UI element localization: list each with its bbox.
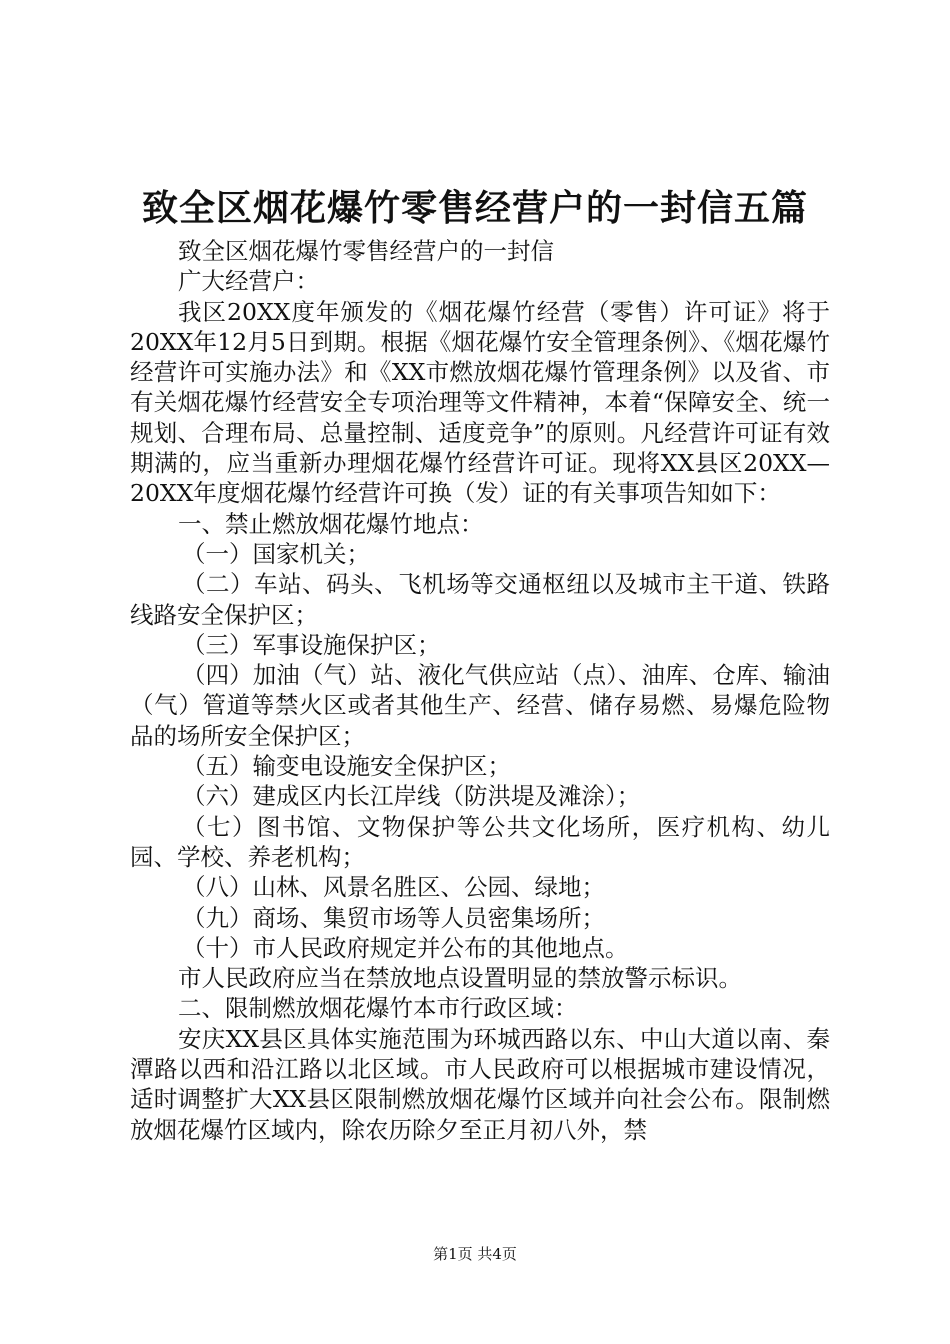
document-body — [130, 236, 830, 1145]
salutation: 广大经营户： — [178, 267, 319, 296]
list-item: （六）建成区内长江岸线（防洪堤及滩涂）； — [182, 782, 641, 811]
document-title: 致全区烟花爆竹零售经营户的一封信五篇 — [141, 187, 808, 229]
notice-paragraph: 市人民政府应当在禁放地点设置明显的禁放警示标识。 — [178, 964, 742, 993]
list-item: （八）山林、风景名胜区、公园、绿地； — [182, 873, 605, 902]
list-item: （一）国家机关； — [182, 539, 370, 568]
intro-paragraph: 我区20XX度年颁发的《烟花爆竹经营（零售）许可证》将于20XX年12月5日到期。根据《烟花爆竹安全管理条例》、《烟花爆竹经营许可实施办法》和《XX市燃放烟花爆竹管理条例》以及省、市有关烟花爆竹经营安全专项治理等文件精神，本着“保障安全、统一规划、合理布局、总量控制、适度竞争”的原则。凡经营许可证有效期满的，应当重新办理烟花爆竹经营许可证。现将XX县区20XX—20XX年度烟花爆竹经营许可换（发）证的有关事项告知如下： — [130, 297, 830, 508]
scope-paragraph: 安庆XX县区具体实施范围为环城西路以东、中山大道以南、秦潭路以西和沿江路以北区域。市人民政府可以根据城市建设情况，适时调整扩大XX县区限制燃放烟花爆竹区域并向社会公布。限制燃放烟花爆竹区域内，除农历除夕至正月初八外，禁 — [130, 1024, 830, 1144]
list-item: （五）输变电设施安全保护区； — [182, 752, 511, 781]
list-item: （七）图书馆、文物保护等公共文化场所，医疗机构、幼儿园、学校、养老机构； — [130, 812, 830, 871]
section-heading-1: 一、禁止燃放烟花爆竹地点： — [178, 509, 484, 538]
list-item: （四）加油（气）站、液化气供应站（点）、油库、仓库、输油（气）管道等禁火区或者其他生产、经营、储存易燃、易爆危险物品的场所安全保护区； — [130, 661, 830, 750]
section-heading-2: 二、限制燃放烟花爆竹本市行政区域： — [178, 994, 578, 1023]
list-item: （九）商场、集贸市场等人员密集场所； — [182, 903, 605, 932]
letter-heading: 致全区烟花爆竹零售经营户的一封信 — [178, 237, 554, 265]
page-number-footer: 第1页 共4页 — [433, 1245, 517, 1263]
list-item: （十）市人民政府规定并公布的其他地点。 — [182, 933, 629, 962]
list-item: （二）车站、码头、飞机场等交通枢纽以及城市主干道、铁路线路安全保护区； — [130, 570, 830, 629]
list-item: （三）军事设施保护区； — [182, 630, 441, 659]
